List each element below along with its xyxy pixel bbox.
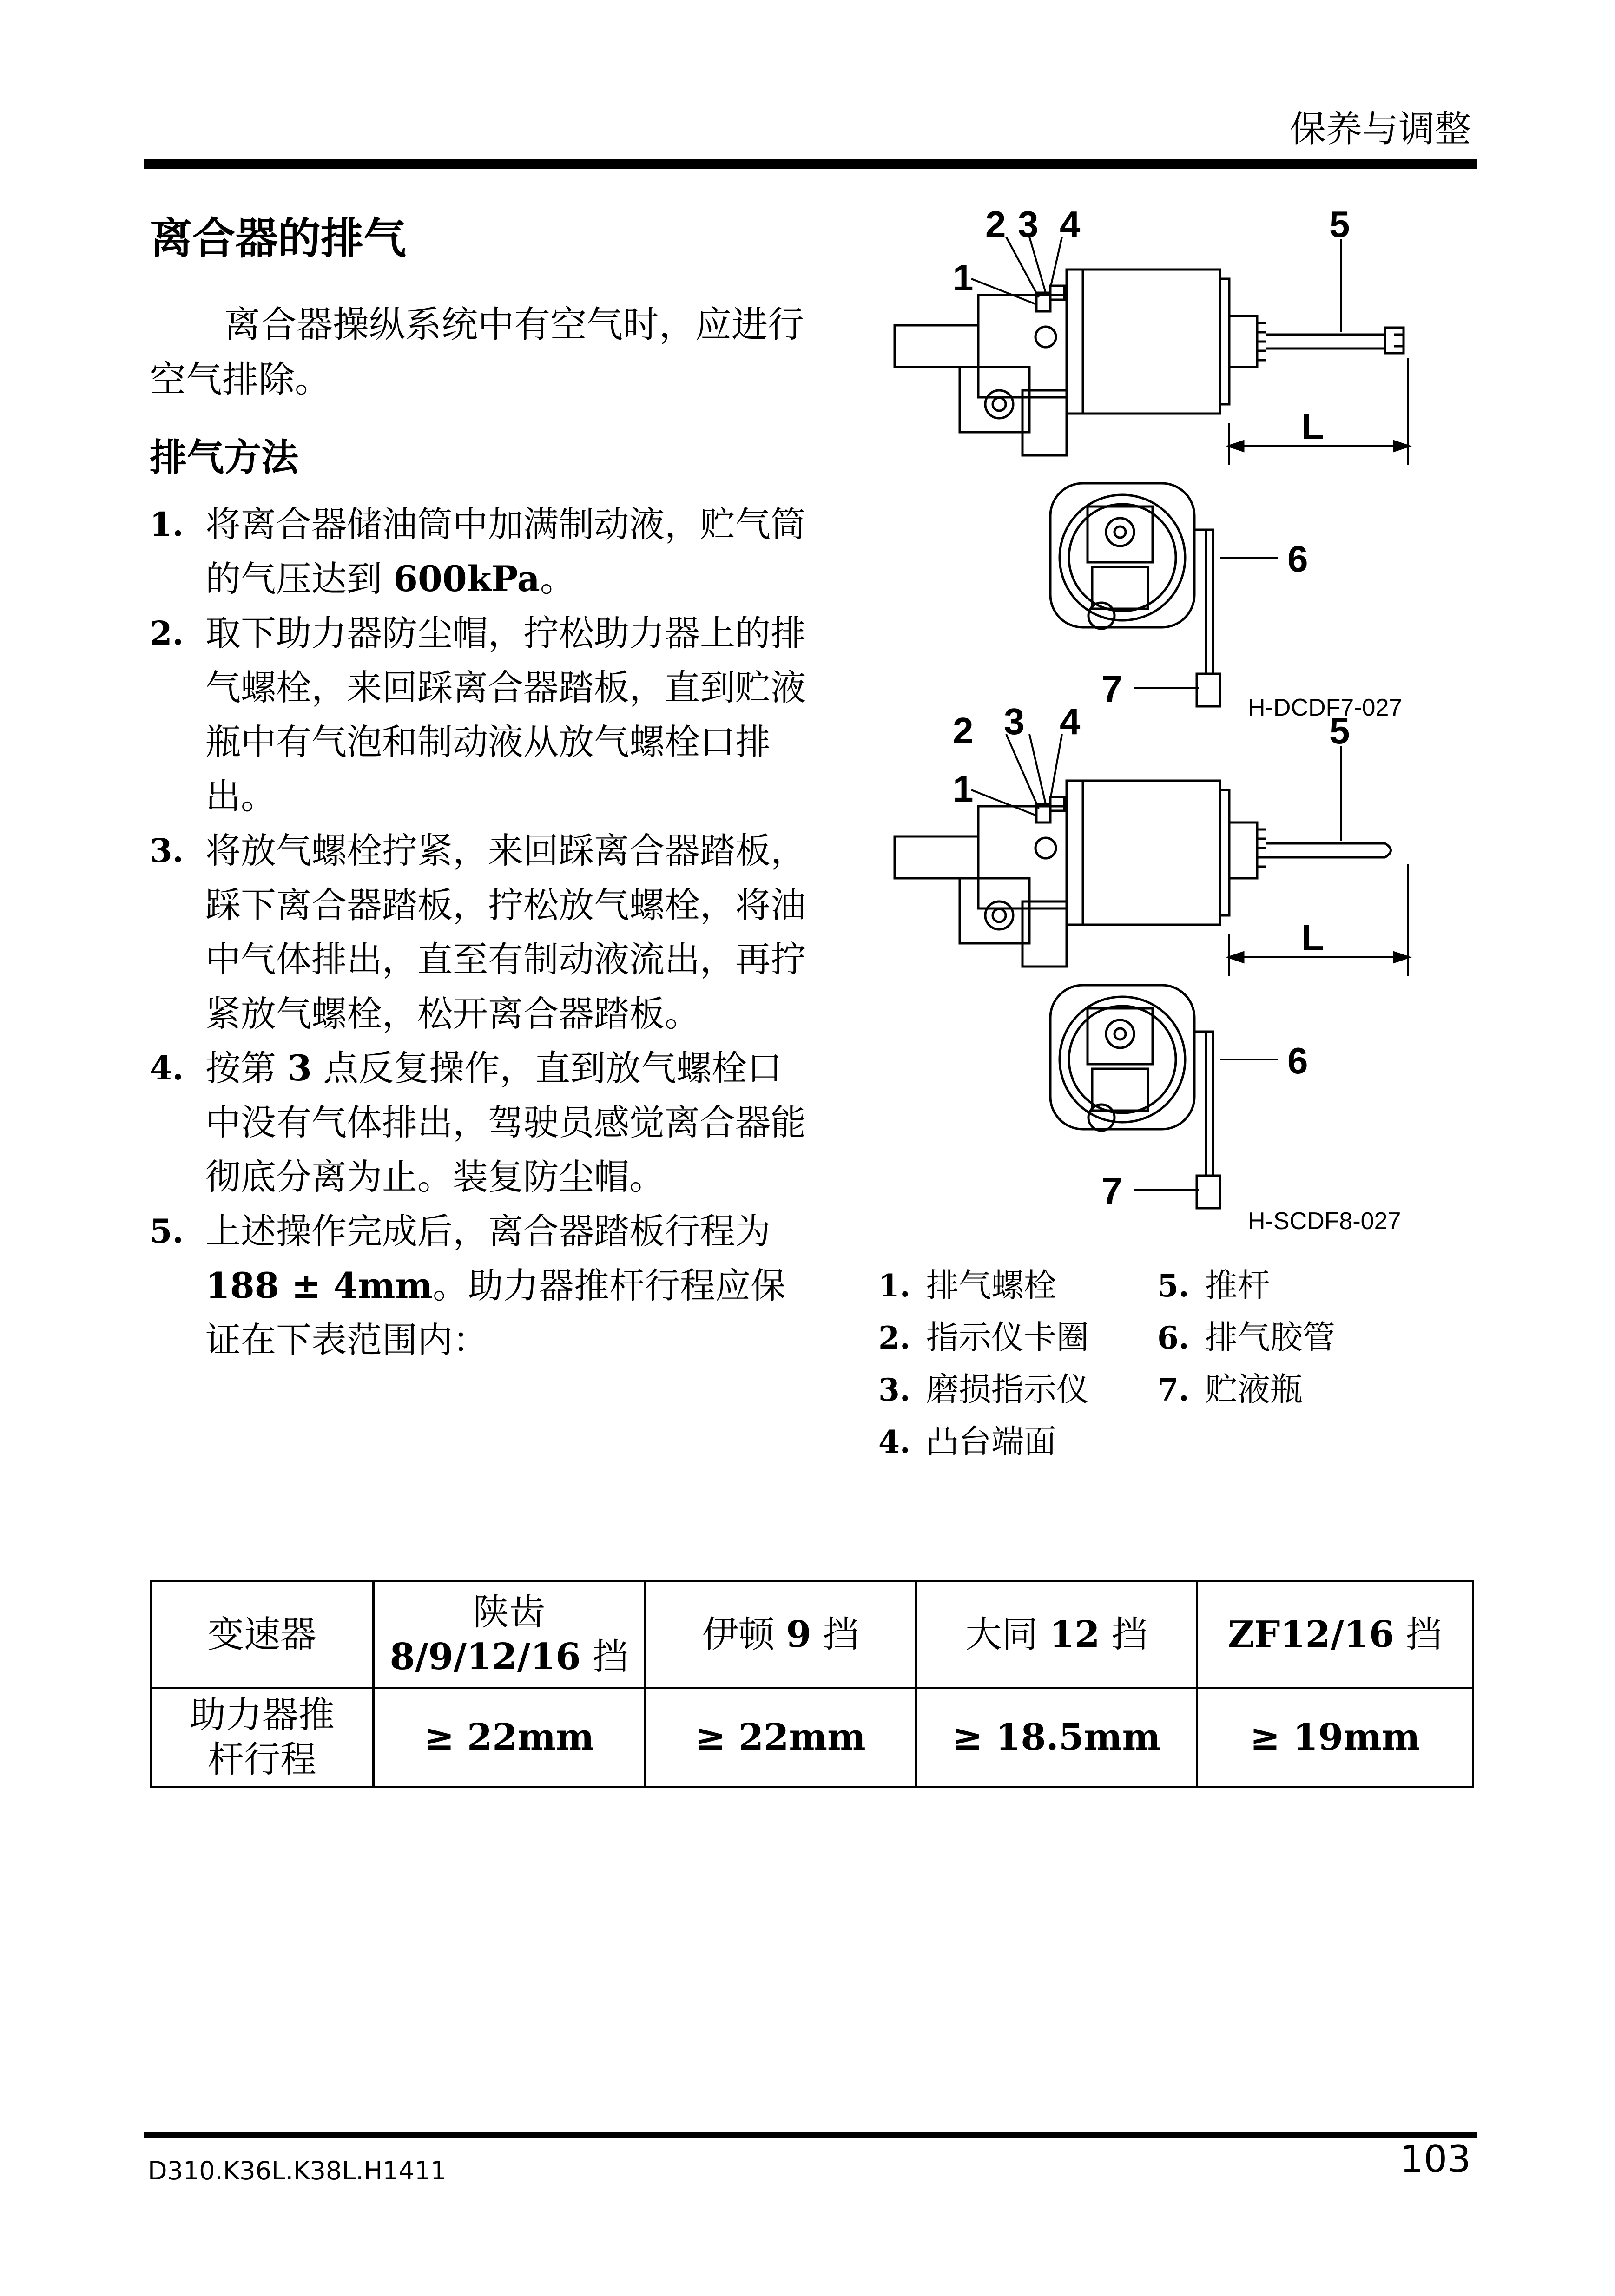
booster-top-front-view	[1050, 483, 1278, 706]
step-number: 2.	[150, 614, 184, 652]
step-item	[150, 606, 814, 823]
callout-6-top: 6	[1287, 538, 1308, 579]
legend-item: 5. 推杆	[1157, 1266, 1270, 1304]
callout-3-top: 3	[1018, 204, 1039, 245]
step-text: 上述操作完成后，离合器踏板行程为	[205, 1210, 771, 1252]
step-item	[150, 1041, 814, 1204]
table-header-cell: 陕齿 8/9/12/16 挡	[373, 1581, 645, 1688]
booster-bottom-front-view	[1050, 985, 1278, 1208]
step-text: 将离合器储油筒中加满制动液，贮气筒的气压达到	[205, 504, 806, 599]
page-number: 103	[1400, 2138, 1471, 2181]
table-header-cell: 变速器	[151, 1581, 374, 1688]
callout-l-bottom: L	[1301, 917, 1324, 958]
table-row	[151, 1688, 1473, 1787]
table-header-cell: 伊顿 9 挡	[645, 1581, 916, 1688]
table-header-cell: ZF12/16 挡	[1197, 1581, 1473, 1688]
document-code: D310.K36L.K38L.H1411	[148, 2156, 447, 2185]
legend-item: 6. 排气胶管	[1157, 1318, 1335, 1356]
step-item	[150, 497, 814, 606]
step-value: 600kPa	[393, 558, 540, 599]
step-number: 5.	[150, 1212, 184, 1250]
step-value: 188 ± 4mm	[205, 1265, 433, 1306]
callout-7-bottom: 7	[1101, 1170, 1122, 1211]
callout-3-bottom: 3	[1004, 701, 1025, 742]
table-value-cell: ≥ 19mm	[1197, 1688, 1473, 1787]
table-value-cell: ≥ 22mm	[373, 1688, 645, 1787]
table-header-cell: 大同 12 挡	[916, 1581, 1197, 1688]
callout-l-top: L	[1301, 406, 1324, 447]
callout-5-bottom: 5	[1329, 710, 1350, 751]
intro-paragraph: 离合器操纵系统中有空气时，应进行空气排除。	[150, 304, 804, 401]
chapter-header: 保养与调整	[1289, 108, 1471, 150]
callout-2-top: 2	[985, 204, 1006, 245]
table-header-cell: 助力器推杆行程	[151, 1688, 374, 1787]
method-title: 排气方法	[150, 436, 298, 479]
step-number: 4.	[150, 1049, 184, 1087]
step-text-tail: 点反复操作，直到放气螺栓口中没有气体排出，驾驶员感觉离合器能彻底分离为止。装复防尘帽。	[205, 1047, 806, 1197]
step-item	[150, 823, 814, 1041]
callout-7-top: 7	[1101, 668, 1122, 710]
step-number: 1.	[150, 505, 184, 544]
table-value-cell: ≥ 18.5mm	[916, 1688, 1197, 1787]
clutch-booster-figure	[883, 204, 1478, 1255]
figure-caption-bottom: H-SCDF8-027	[1248, 1208, 1401, 1235]
table-row	[151, 1581, 1473, 1688]
legend-item: 7. 贮液瓶	[1157, 1370, 1303, 1408]
section-title: 离合器的排气	[150, 214, 407, 263]
footer-rule	[144, 2132, 1477, 2138]
legend-item: 4. 凸台端面	[878, 1422, 1056, 1460]
callout-5-top: 5	[1329, 204, 1350, 245]
pushrod-travel-table	[150, 1580, 1474, 1788]
step-item	[150, 1204, 814, 1367]
step-text: 将放气螺栓拧紧，来回踩离合器踏板，踩下离合器踏板，拧松放气螺栓，将油中气体排出，直至有制动液流出，再拧紧放气螺栓，松开离合器踏板。	[205, 830, 806, 1034]
step-value: 3	[287, 1047, 312, 1089]
legend-item: 3. 磨损指示仪	[878, 1370, 1089, 1408]
step-text: 取下助力器防尘帽，拧松助力器上的排气螺栓，来回踩离合器踏板，直到贮液瓶中有气泡和制动液从放气螺栓口排出。	[205, 612, 806, 817]
callout-4-top: 4	[1060, 204, 1081, 245]
figure-caption-top: H-DCDF7-027	[1248, 694, 1403, 721]
callout-4-bottom: 4	[1060, 701, 1081, 742]
callout-2-bottom: 2	[953, 710, 974, 751]
steps-list	[150, 497, 814, 1367]
callout-1-top: 1	[953, 257, 974, 298]
step-text: 按第	[205, 1047, 288, 1089]
callout-6-bottom: 6	[1287, 1040, 1308, 1081]
step-number: 3.	[150, 831, 184, 870]
table-value-cell: ≥ 22mm	[645, 1688, 916, 1787]
step-text-tail: 。	[540, 558, 575, 599]
legend-item: 2. 指示仪卡圈	[878, 1318, 1089, 1356]
header-rule	[144, 159, 1477, 169]
legend-item: 1. 排气螺栓	[878, 1266, 1056, 1304]
callout-1-bottom: 1	[953, 768, 974, 809]
step-text-tail: 。助力器推杆行程应保证在下表范围内：	[205, 1265, 786, 1361]
